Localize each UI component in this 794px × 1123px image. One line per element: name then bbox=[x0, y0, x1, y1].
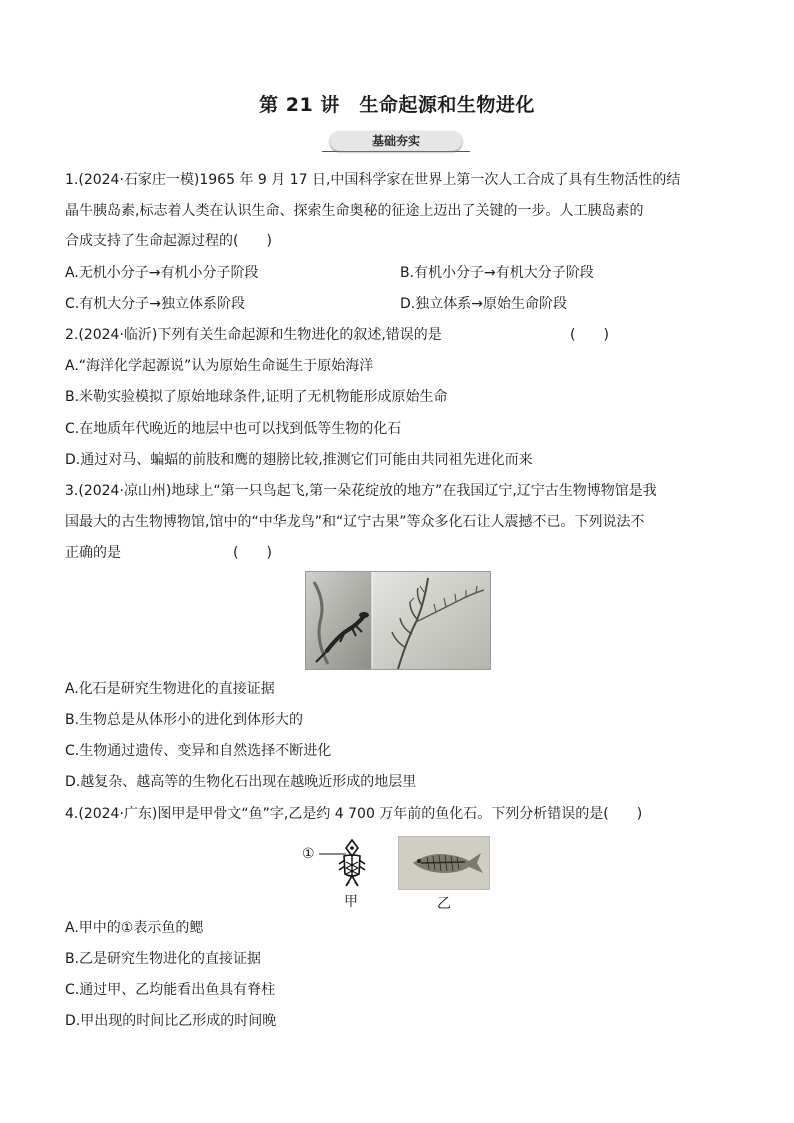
q2-option-a: A.“海洋化学起源说”认为原始生命诞生于原始海洋 bbox=[65, 358, 374, 374]
q2-option-c: C.在地质年代晚近的地层中也可以找到低等生物的化石 bbox=[65, 421, 402, 437]
q3-option-a: A.化石是研究生物进化的直接证据 bbox=[65, 681, 275, 697]
q2-answer-paren: ( ) bbox=[570, 327, 609, 343]
label-jia: 甲 bbox=[344, 894, 358, 910]
q3-option-d: D.越复杂、越高等的生物化石出现在越晚近形成的地层里 bbox=[65, 774, 417, 790]
q1-stem-line1: 1.(2024·石家庄一模)1965 年 9 月 17 日,中国科学家在世界上第一次人工合成了具有生物活性的结 bbox=[65, 172, 681, 188]
section-header bbox=[330, 131, 462, 153]
q4-option-c: C.通过甲、乙均能看出鱼具有脊柱 bbox=[65, 982, 276, 998]
q1-option-b: B.有机小分子→有机大分子阶段 bbox=[400, 265, 594, 281]
q1-options-row2 bbox=[65, 292, 733, 316]
q2-stem: 2.(2024·临沂)下列有关生命起源和生物进化的叙述,错误的是 bbox=[65, 327, 442, 343]
q1-stem-line2: 晶牛胰岛素,标志着人类在认识生命、探索生命奥秘的征途上迈出了关键的一步。人工胰岛素的 bbox=[65, 203, 644, 219]
page-title: 第 21 讲 生命起源和生物进化 bbox=[259, 94, 535, 116]
sinosauropteryx-fossil bbox=[306, 572, 372, 669]
q3-answer-paren: ( ) bbox=[233, 545, 272, 561]
q3-stem-row3 bbox=[65, 541, 733, 565]
q1-options-row1 bbox=[65, 261, 733, 285]
q2-option-b: B.米勒实验模拟了原始地球条件,证明了无机物能形成原始生命 bbox=[65, 389, 448, 405]
q1-option-a: A.无机小分子→有机小分子阶段 bbox=[65, 265, 259, 281]
q4-option-b: B.乙是研究生物进化的直接证据 bbox=[65, 951, 262, 967]
q3-option-b: B.生物总是从体形小的进化到体形大的 bbox=[65, 712, 304, 728]
fossil-photo bbox=[305, 571, 491, 670]
q1-option-c: C.有机大分子→独立体系阶段 bbox=[65, 296, 245, 312]
oracle-bone-fish-icon bbox=[302, 836, 382, 892]
oracle-bone-fish-figure bbox=[302, 836, 382, 892]
section-divider bbox=[322, 151, 470, 152]
q3-stem-line3: 正确的是 bbox=[65, 545, 121, 561]
q1-option-d: D.独立体系→原始生命阶段 bbox=[400, 296, 567, 312]
fish-fossil-photo bbox=[398, 836, 490, 890]
section-badge: 基础夯实 bbox=[330, 131, 462, 151]
q4-stem: 4.(2024·广东)图甲是甲骨文“鱼”字,乙是约 4 700 万年前的鱼化石。下列分析错误的是( ) bbox=[65, 806, 643, 822]
q2-stem-row bbox=[65, 323, 733, 347]
q4-option-d: D.甲出现的时间比乙形成的时间晚 bbox=[65, 1013, 277, 1029]
fish-fossil-image bbox=[399, 837, 489, 889]
archaefructus-fossil bbox=[372, 572, 490, 669]
q3-option-c: C.生物通过遗传、变异和自然选择不断进化 bbox=[65, 743, 332, 759]
q3-stem-line1: 3.(2024·凉山州)地球上“第一只鸟起飞,第一朵花绽放的地方”在我国辽宁,辽宁古生物博物馆是我 bbox=[65, 483, 657, 499]
marker-1: ① bbox=[302, 846, 315, 862]
q2-option-d: D.通过对马、蝙蝠的前肢和鹰的翅膀比较,推测它们可能由共同祖先进化而来 bbox=[65, 452, 533, 468]
q3-stem-line2: 国最大的古生物博物馆,馆中的“中华龙鸟”和“辽宁古果”等众多化石让人震撼不已。下列说法不 bbox=[65, 514, 645, 530]
q4-option-a: A.甲中的①表示鱼的鳃 bbox=[65, 920, 204, 936]
label-yi: 乙 bbox=[437, 896, 451, 912]
q1-stem-line3: 合成支持了生命起源过程的( ) bbox=[65, 233, 272, 249]
